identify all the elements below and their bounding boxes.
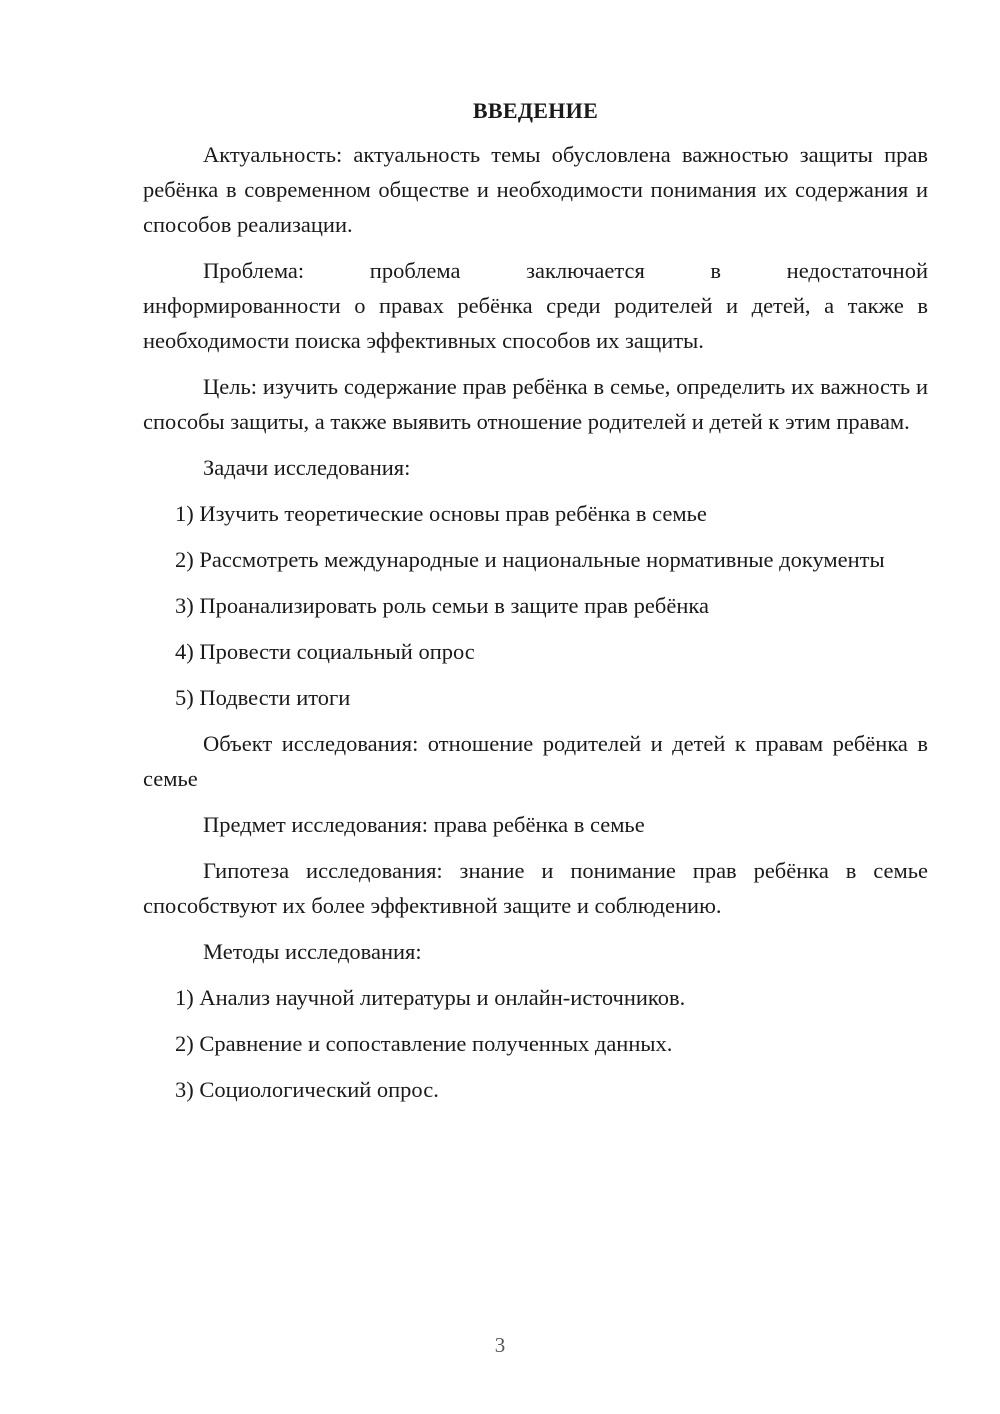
object-paragraph: Объект исследования: отношение родителей и детей к правам ребёнка в семье (143, 731, 928, 791)
document-body (143, 95, 928, 1118)
tasks-title: Задачи исследования: (203, 455, 411, 480)
hypothesis-paragraph: Гипотеза исследования: знание и понимание прав ребёнка в семье способствуют их более эффективной защите и соблюдению. (143, 858, 928, 918)
goal-paragraph: Цель: изучить содержание прав ребёнка в семье, определить их важность и способы защиты, а также выявить отношение родителей и детей к этим правам. (143, 374, 928, 434)
problem-paragraph-rest: информированности о правах ребёнка среди родителей и детей, а также в необходимости поиска эффективных способов их защиты. (143, 293, 928, 353)
methods-title: Методы исследования: (203, 939, 422, 964)
task-item: 2) Рассмотреть международные и национальные нормативные документы (175, 547, 885, 572)
task-item: 5) Подвести итоги (175, 685, 351, 710)
method-item: 3) Социологический опрос. (175, 1077, 439, 1102)
task-item: 1) Изучить теоретические основы прав ребёнка в семье (175, 501, 707, 526)
method-item: 2) Сравнение и сопоставление полученных данных. (175, 1031, 673, 1056)
problem-paragraph-line1: Проблема: проблема заключается в недостаточной (203, 258, 928, 283)
relevance-paragraph: Актуальность: актуальность темы обусловлена важностью защиты прав ребёнка в современном обществе и необходимости понимания их содержания и способов реализации. (143, 142, 928, 237)
section-heading: ВВЕДЕНИЕ (472, 98, 599, 123)
subject-paragraph: Предмет исследования: права ребёнка в семье (203, 812, 645, 837)
task-item: 3) Проанализировать роль семьи в защите прав ребёнка (175, 593, 709, 618)
page-number: 3 (494, 1333, 506, 1357)
task-item: 4) Провести социальный опрос (175, 639, 475, 664)
problem-paragraph (143, 253, 928, 358)
method-item: 1) Анализ научной литературы и онлайн-источников. (175, 985, 686, 1010)
